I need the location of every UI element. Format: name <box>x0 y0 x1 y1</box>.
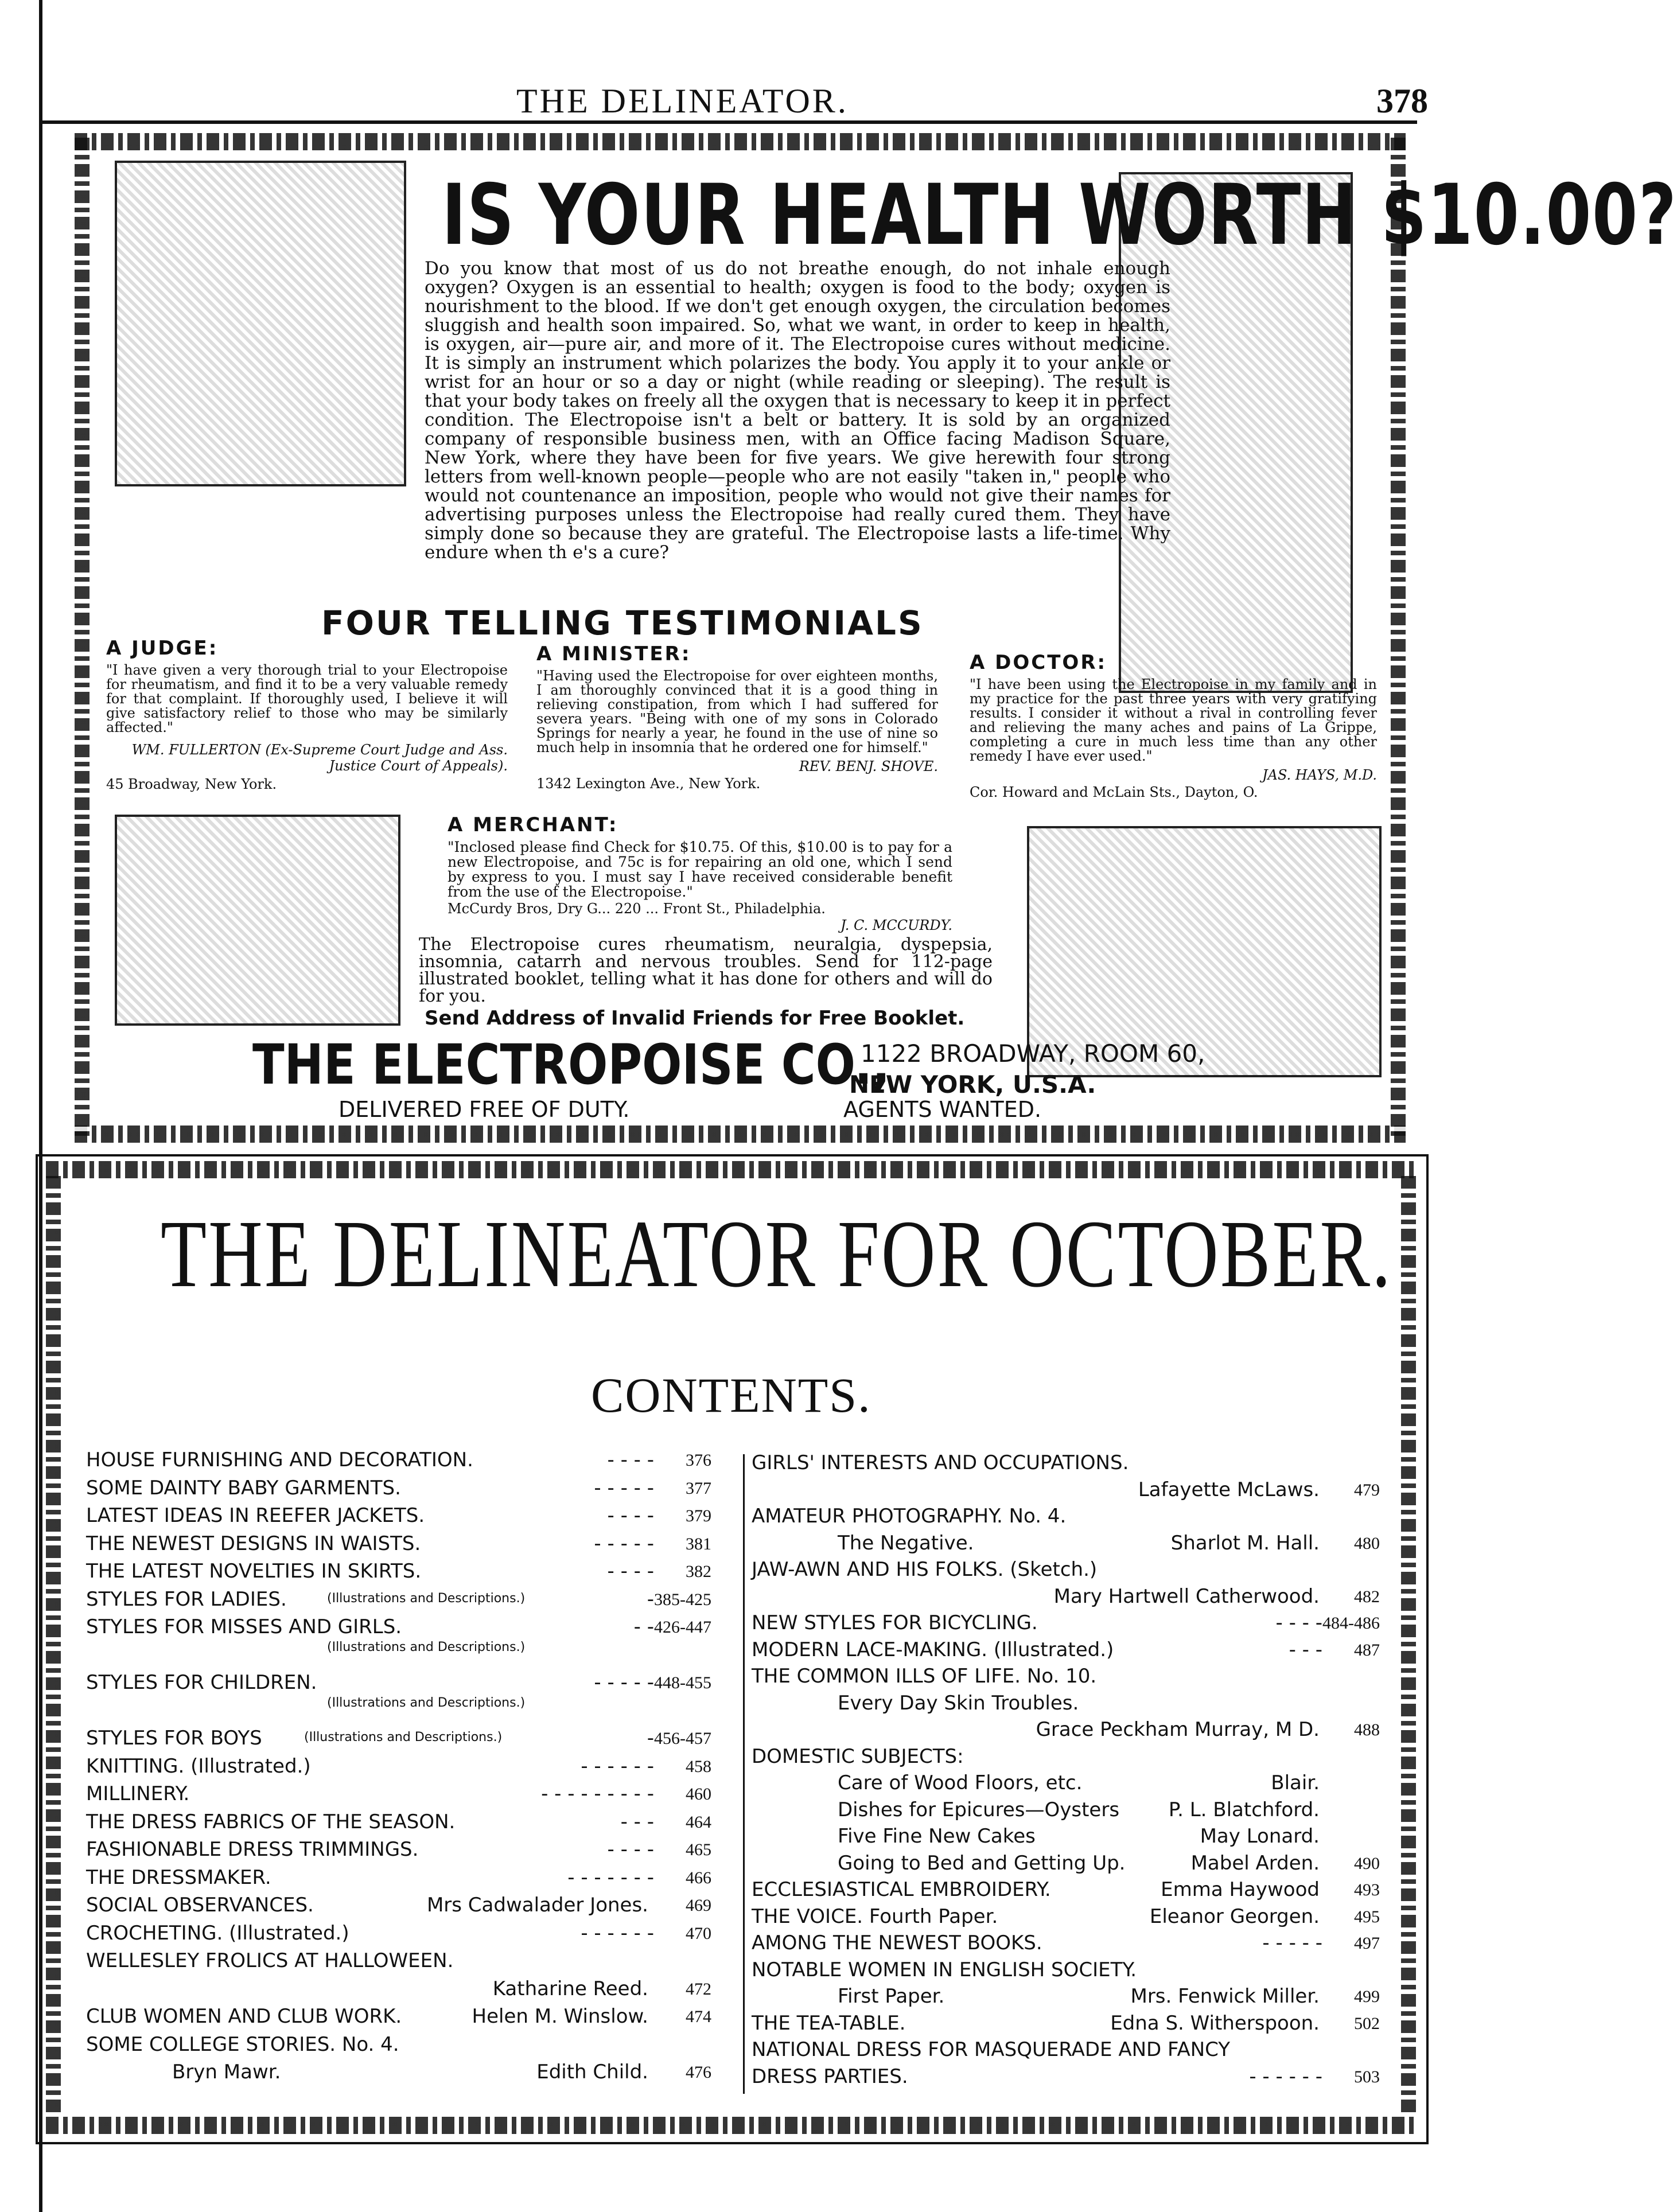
contents-entry-page: 385-425 <box>654 1590 711 1609</box>
ad-footer-line: Send Address of Invalid Friends for Free Booklet. <box>425 1007 965 1030</box>
contents-entry-title: THE TEA-TABLE. <box>752 2011 906 2035</box>
contents-entry-page: 377 <box>686 1478 711 1498</box>
contents-entry-author: Emma Haywood <box>1161 1878 1320 1901</box>
contents-entry-author: Eleanor Georgen. <box>1149 1905 1320 1928</box>
testimonial-label: A JUDGE: <box>106 637 219 660</box>
contents-entry-leader: - - - - - - - <box>567 1866 654 1889</box>
contents-entry <box>0 1505 1528 1530</box>
contents-entry-title: The Negative. <box>838 1531 974 1555</box>
contents-entry-leader: - - - - - <box>1262 1931 1322 1954</box>
testimonial-firm: McCurdy Bros, Dry G... 220 ... Front St., Philadelphia. <box>448 901 826 917</box>
contents-entry <box>0 1532 1528 1557</box>
contents-entry-title: First Paper. <box>838 1985 945 2008</box>
contents-entry <box>0 1718 1528 1743</box>
contents-entry-title: THE LATEST NOVELTIES IN SKIRTS. <box>86 1560 422 1583</box>
agents-wanted-note: AGENTS WANTED. <box>843 1097 1042 1122</box>
contents-entry-leader: - - - - <box>607 1560 654 1583</box>
contents-entry-author: Mabel Arden. <box>1190 1851 1320 1875</box>
contents-entry-page: 469 <box>686 1896 711 1915</box>
testimonial-judge <box>106 637 508 792</box>
contents-entry-author: P. L. Blatchford. <box>1168 1798 1320 1821</box>
contents-entry <box>0 1771 1528 1797</box>
contents-entry-title: Every Day Skin Troubles. <box>838 1691 1079 1715</box>
contents-entry-title: DOMESTIC SUBJECTS: <box>752 1744 964 1768</box>
testimonial-text: "Inclosed please find Check for $10.75. Of this, $10.00 is to pay for a new Electropoise, and 75c is for repairing an old one, which I send by express to you. I must say I have received considerable benefit from the use of the Electropoise." <box>448 839 952 900</box>
contents-entry-title: STYLES FOR BOYS <box>86 1727 262 1750</box>
contents-entry-page: 480 <box>1354 1533 1380 1553</box>
contents-entry-author: Edna S. Witherspoon. <box>1110 2011 1320 2035</box>
contents-entry-title: SOME DAINTY BABY GARMENTS. <box>86 1476 401 1500</box>
contents-entry-page: 484-486 <box>1322 1614 1380 1633</box>
contents-entry-page: 470 <box>686 1923 711 1943</box>
contents-entry-page: 497 <box>1354 1934 1380 1953</box>
contents-entry-author: Mary Hartwell Catherwood. <box>1053 1584 1320 1608</box>
contents-entry-author: Edith Child. <box>536 2061 648 2084</box>
contents-entry <box>0 2012 1528 2037</box>
contents-entry-page: 466 <box>686 1868 711 1887</box>
ad-intro-text: Do you know that most of us do not breathe enough, do not inhale enough oxygen? Oxygen is an essential to health; oxygen is food to the body; oxygen is nourishment to the blood. If we don't get enough oxygen, the circulation becomes sluggish and health soon impaired. So, what we want, in order to keep in health, is oxygen, air—pure air, and more of it. The Electropoise cures without medicine. It is simply an instrument which polarizes the body. You apply it to your ankle or wrist for an hour or so a day or night (while reading or sleeping). The result is that your body takes on freely all the oxygen that is necessary to keep it in perfect condition. The Electropoise isn't a belt or battery. It is sold by an organized company of responsible business men, with an Office facing Madison Square, New York, where they have been for five years. We give herewith four strong letters from well-known people—people who are not easily "taken in," people who would not countenance an imposition, people who would not give their names for advertising purposes unless the Electropoise had really cured them. They have simply done so because they are grateful. The Electropoise lasts a life-time. Why endure when th e's a cure? <box>425 258 1170 563</box>
contents-entry-title: THE VOICE. Fourth Paper. <box>752 1905 998 1928</box>
contents-entry-page: 464 <box>686 1812 711 1832</box>
contents-title: THE DELINEATOR FOR OCTOBER. <box>161 1201 1392 1307</box>
contents-entry-page: 460 <box>686 1785 711 1804</box>
page-number: 378 <box>1376 82 1428 120</box>
contents-entry-title: STYLES FOR LADIES. <box>86 1587 287 1611</box>
contents-entry-leader: - - - - - <box>594 1671 654 1694</box>
contents-entry-title: Care of Wood Floors, etc. <box>838 1771 1083 1794</box>
testimonial-signature: J. C. MCCURDY. <box>841 917 952 933</box>
contents-entry-title: DRESS PARTIES. <box>752 2065 908 2088</box>
contents-entry-title: AMONG THE NEWEST BOOKS. <box>752 1931 1042 1954</box>
contents-entry-author: Lafayette McLaws. <box>1138 1478 1320 1501</box>
contents-entry-title: CLUB WOMEN AND CLUB WORK. <box>86 2005 402 2028</box>
testimonial-label: A MINISTER: <box>536 642 691 665</box>
contents-entry-page: 493 <box>1354 1880 1380 1899</box>
ornamental-chain-border-icon <box>46 1161 1417 1178</box>
contents-entry <box>0 1451 1528 1477</box>
contents-entry-title: THE NEWEST DESIGNS IN WAISTS. <box>86 1532 421 1555</box>
testimonial-text: "I have given a very thorough trial to your Electropoise for rheumatism, and find it to be a very valuable remedy for that complaint. If thoroughly used, I believe it will give satisfactory relief to those who may be similarly affected." <box>106 662 508 735</box>
contents-entry-title: HOUSE FURNISHING AND DECORATION. <box>86 1448 473 1471</box>
contents-entry <box>0 2038 1528 2063</box>
contents-entry <box>0 1585 1528 1610</box>
contents-entry-author: Mrs. Fenwick Miller. <box>1130 1985 1320 2008</box>
contents-entry-leader: - - - - - <box>594 1532 654 1555</box>
contents-entry-page: 426-447 <box>654 1618 711 1637</box>
contents-entry <box>0 1638 1528 1664</box>
contents-entry-leader: - - - <box>1289 1638 1322 1661</box>
contents-entry-author: May Lonard. <box>1200 1825 1320 1848</box>
testimonial-signature: JAS. HAYS, M.D. <box>1262 767 1377 783</box>
company-address-line-2: NEW YORK, U.S.A. <box>849 1070 1096 1099</box>
testimonial-label: A DOCTOR: <box>970 651 1107 674</box>
contents-entry-page: 382 <box>686 1562 711 1581</box>
contents-entry-page: 458 <box>686 1757 711 1776</box>
contents-label: CONTENTS. <box>591 1368 871 1423</box>
contents-entry-title: CROCHETING. (Illustrated.) <box>86 1921 349 1945</box>
contents-entry-leader: - <box>647 1587 654 1611</box>
contents-entry-leader: - - - - <box>1275 1611 1322 1634</box>
contents-entry <box>0 2065 1528 2090</box>
contents-entry <box>0 1745 1528 1770</box>
contents-entry-leader: - - - - - - <box>581 1754 654 1778</box>
contents-entry-leader: - - - - - <box>594 1476 654 1500</box>
invalid-bedside-illustration-icon <box>115 815 400 1026</box>
contents-entry <box>0 1665 1528 1690</box>
contents-entry-page: 472 <box>686 1979 711 1999</box>
contents-entry <box>0 1611 1528 1637</box>
contents-entry-page: 499 <box>1354 1987 1380 2006</box>
contents-entry-leader: - - - - <box>607 1838 654 1861</box>
contents-entry-title: Dishes for Epicures—Oysters <box>838 1798 1120 1821</box>
testimonial-address: Cor. Howard and McLain Sts., Dayton, O. <box>970 784 1258 800</box>
contents-entry-title: NEW STYLES FOR BICYCLING. <box>752 1611 1038 1634</box>
contents-entry-title: JAW-AWN AND HIS FOLKS. (Sketch.) <box>752 1558 1098 1581</box>
running-title: THE DELINEATOR. <box>516 82 849 120</box>
contents-entry-page: 465 <box>686 1840 711 1859</box>
testimonial-merchant <box>448 813 952 933</box>
contents-entry-title: GIRLS' INTERESTS AND OCCUPATIONS. <box>752 1451 1129 1474</box>
contents-entry-title: STYLES FOR CHILDREN. <box>86 1671 317 1694</box>
contents-entry-page: 503 <box>1354 2067 1380 2086</box>
contents-entry-leader: - - - <box>620 1810 654 1833</box>
ad-cures-text: The Electropoise cures rheumatism, neuralgia, dyspepsia, insomnia, catarrh and nervous troubles. Send for 112-page illustrated booklet, telling what it has done for others and will do for you. <box>419 934 993 1006</box>
contents-entry-title: THE COMMON ILLS OF LIFE. No. 10. <box>752 1665 1097 1688</box>
contents-entry-page: 379 <box>686 1506 711 1525</box>
company-address-line-1: 1122 BROADWAY, ROOM 60, <box>861 1039 1205 1068</box>
contents-entry-title: MILLINERY. <box>86 1782 190 1805</box>
contents-entry-page: 495 <box>1354 1907 1380 1926</box>
contents-entry-leader: - <box>647 1727 654 1750</box>
contents-entry <box>0 1558 1528 1583</box>
contents-entry-page: 479 <box>1354 1480 1380 1500</box>
contents-entry-title: NOTABLE WOMEN IN ENGLISH SOCIETY. <box>752 1958 1137 1981</box>
contents-entry-title: ECCLESIASTICAL EMBROIDERY. <box>752 1878 1051 1901</box>
contents-entry-page: 502 <box>1354 2014 1380 2033</box>
contents-entry-title: LATEST IDEAS IN REEFER JACKETS. <box>86 1504 425 1527</box>
contents-entry <box>0 1825 1528 1850</box>
contents-entry-author: Blair. <box>1271 1771 1320 1794</box>
contents-entry-title: Going to Bed and Getting Up. <box>838 1851 1126 1875</box>
contents-entry-author: Helen M. Winslow. <box>472 2005 648 2028</box>
ad-headline: IS YOUR HEALTH WORTH $10.00? <box>442 166 1677 264</box>
testimonial-label: A MERCHANT: <box>448 813 618 836</box>
contents-entry-title: THE DRESSMAKER. <box>86 1866 271 1889</box>
testimonial-text: "Having used the Electropoise for over eighteen months, I am thoroughly convinced that it is a good thing in relieving constipation, from which I had suffered for severa years. "Being with one of my sons in Colorado Springs for nearly a year, he found in the use of nine so much help in insomnia that he ordered one for himself." <box>536 668 938 755</box>
ornamental-chain-border-icon <box>75 133 1406 150</box>
contents-entry-leader: - - - - - - <box>1249 2065 1322 2088</box>
ornamental-chain-border-icon <box>46 2117 1417 2134</box>
contents-entry-author: Mrs Cadwalader Jones. <box>426 1894 648 1917</box>
contents-entry-page: 487 <box>1354 1640 1380 1660</box>
testimonial-minister <box>536 642 938 791</box>
contents-entry-page: 482 <box>1354 1587 1380 1606</box>
contents-entry-author: Sharlot M. Hall. <box>1170 1531 1320 1555</box>
contents-entry-leader: - - - - - - - - - <box>541 1782 654 1805</box>
contents-entry-note: (Illustrations and Descriptions.) <box>327 1591 526 1606</box>
contents-entry-title: NATIONAL DRESS FOR MASQUERADE AND FANCY <box>752 2038 1231 2061</box>
contents-entry-title: WELLESLEY FROLICS AT HALLOWEEN. <box>86 1949 454 1972</box>
contents-entry-page: 476 <box>686 2063 711 2082</box>
contents-entry-page: 488 <box>1354 1720 1380 1739</box>
contents-entry <box>0 1958 1528 1984</box>
contents-entry-page: 490 <box>1354 1853 1380 1873</box>
testimonials-heading: FOUR TELLING TESTIMONIALS <box>321 603 924 642</box>
contents-entry-leader: - - - - <box>607 1504 654 1527</box>
contents-entry-title: SOCIAL OBSERVANCES. <box>86 1894 314 1917</box>
contents-entry <box>0 1985 1528 2010</box>
contents-entry-title: (Illustrations and Descriptions.) <box>327 1639 526 1654</box>
ornamental-chain-border-icon <box>75 138 90 1136</box>
testimonial-signature: REV. BENJ. SHOVE. <box>799 758 938 774</box>
contents-entry-page: 474 <box>686 2007 711 2026</box>
testimonial-text: "I have been using the Electropoise in my family and in my practice for the past three years with very gratifying results. I consider it without a rival in controlling fever and relieving the many aches and pains of La Grippe, completing a cure in much less time than any other remedy I have ever used." <box>970 676 1377 764</box>
contents-entry-title: (Illustrations and Descriptions.) <box>327 1695 526 1710</box>
contents-entry <box>0 1692 1528 1717</box>
preacher-illustration-icon <box>115 161 406 486</box>
contents-entry <box>0 1905 1528 1930</box>
contents-entry-title: STYLES FOR MISSES AND GIRLS. <box>86 1615 402 1638</box>
contents-entry-author: Grace Peckham Murray, M D. <box>1036 1718 1320 1741</box>
ornamental-chain-border-icon <box>1391 138 1406 1136</box>
contents-entry-page: 456-457 <box>654 1729 711 1748</box>
contents-entry-leader: - - - - <box>607 1448 654 1471</box>
delivered-free-note: DELIVERED FREE OF DUTY. <box>338 1097 630 1122</box>
contents-entry <box>0 1931 1528 1957</box>
contents-entry-title: AMATEUR PHOTOGRAPHY. No. 4. <box>752 1505 1067 1528</box>
contents-entry-title: Bryn Mawr. <box>172 2061 281 2084</box>
contents-entry <box>0 1852 1528 1877</box>
testimonial-address: 1342 Lexington Ave., New York. <box>536 776 761 792</box>
contents-entry <box>0 1878 1528 1903</box>
contents-entry-title: FASHIONABLE DRESS TRIMMINGS. <box>86 1838 419 1861</box>
contents-entry-title: KNITTING. (Illustrated.) <box>86 1754 311 1778</box>
contents-entry-leader: - - <box>633 1615 654 1638</box>
testimonial-address: 45 Broadway, New York. <box>106 776 277 792</box>
testimonial-doctor <box>970 651 1377 800</box>
contents-entry-title: MODERN LACE-MAKING. (Illustrated.) <box>752 1638 1114 1661</box>
contents-entry-page: 381 <box>686 1534 711 1553</box>
contents-entry-author: Katharine Reed. <box>492 1977 648 2000</box>
contents-entry-title: SOME COLLEGE STORIES. No. 4. <box>86 2032 399 2056</box>
contents-entry <box>0 1478 1528 1504</box>
testimonial-signature: WM. FULLERTON (Ex-Supreme Court Judge and Ass. Justice Court of Appeals). <box>131 742 508 774</box>
contents-entry <box>0 1798 1528 1824</box>
contents-entry-title: Five Fine New Cakes <box>838 1825 1036 1848</box>
contents-entry-note: (Illustrations and Descriptions.) <box>304 1730 503 1744</box>
contents-entry-page: 376 <box>686 1451 711 1470</box>
ornamental-chain-border-icon <box>75 1126 1406 1143</box>
contents-entry-title: THE DRESS FABRICS OF THE SEASON. <box>86 1810 456 1833</box>
contents-entry-leader: - - - - - - <box>581 1921 654 1945</box>
company-name: THE ELECTROPOISE CO., <box>252 1033 890 1097</box>
contents-entry-page: 448-455 <box>654 1673 711 1692</box>
